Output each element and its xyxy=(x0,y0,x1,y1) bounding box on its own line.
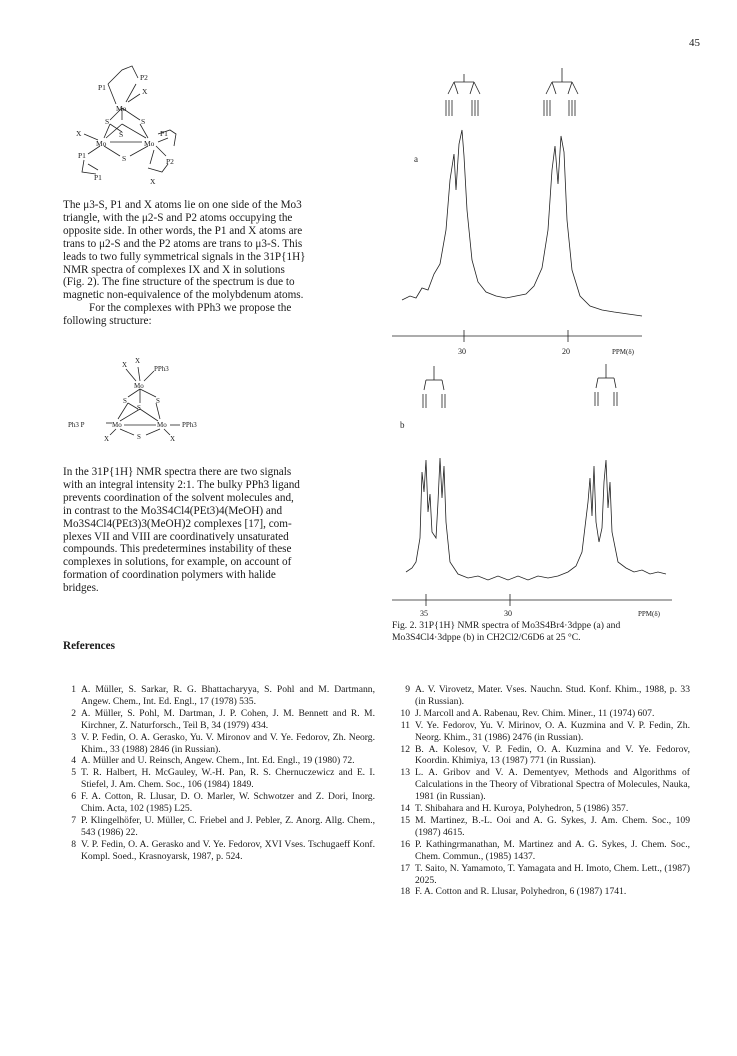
reference-number: 18 xyxy=(400,886,410,898)
struct1-x-bottom: X xyxy=(150,177,156,186)
reference-text: P. Kathingrmanathan, M. Martinez and A. G. Sykes, J. Chem. Soc., Chem. Commun., (1985) 1437. xyxy=(415,838,690,862)
para1-line: For the complexes with PPh3 we propose the xyxy=(89,302,292,315)
reference-text: P. Klingelhöfer, U. Müller, C. Friebel and J. Pebler, Z. Anorg. Allg. Chem., 543 (1986) 22. xyxy=(81,814,375,838)
para1-line: leads to two fully symmetrical signals in the 31P{1H} xyxy=(63,250,306,263)
reference-text: V. P. Fedin, O. A. Gerasko, Yu. V. Mironov and V. Ye. Fedorov, Zh. Neorg. Khim., 33 (1988) 2846 (in Russian). xyxy=(81,731,375,755)
struct1-p1: P1 xyxy=(98,83,106,92)
spectrum-b-tick-35: 35 xyxy=(420,609,428,618)
spectrum-b-tick-30: 30 xyxy=(504,609,512,618)
para1-line: following structure: xyxy=(63,315,152,328)
reference-number: 5 xyxy=(71,767,76,779)
caption-line-1: Fig. 2. 31P{1H} NMR spectra of Mo3S4Br4·3dppe (a) and xyxy=(392,620,621,631)
struct1-p2: P2 xyxy=(140,73,148,82)
nmr-spectrum-b xyxy=(392,362,682,620)
figure-caption xyxy=(392,620,688,644)
reference-text: V. P. Fedin, O. A. Gerasko and V. Ye. Fedorov, XVI Vses. Tschugaeff Konf. Kompl. Soed., Krasnoyarsk, 1987, p. 524. xyxy=(81,838,375,862)
para1-line: magnetic non-equivalence of the molybdenum atoms. xyxy=(63,289,304,302)
reference-number: 16 xyxy=(400,838,410,850)
reference-text: T. R. Halbert, H. McGauley, W.-H. Pan, R. S. Chernuczewicz and E. I. Stiefel, J. Am. Chem. Soc., 106 (1984) 1849. xyxy=(81,767,375,791)
reference-text: F. A. Cotton, R. Llusar, D. O. Marler, W. Schwotzer and Z. Dori, Inorg. Chim. Acta, 102 (1985) L25. xyxy=(81,791,375,815)
struct2-mo-left: Mo xyxy=(112,421,122,429)
reference-number: 4 xyxy=(71,755,76,767)
spectrum-b-unit: PPM(δ) xyxy=(638,610,660,618)
para2-line: bridges. xyxy=(63,582,99,595)
reference-item xyxy=(392,803,690,815)
struct2-s-right: S xyxy=(156,397,160,405)
reference-item xyxy=(392,684,690,708)
reference-number: 7 xyxy=(71,814,76,826)
para1-line: opposite side. In other words, the P1 and X atoms are xyxy=(63,224,303,237)
struct1-p1-left: P1 xyxy=(78,151,86,160)
reference-text: A. Müller, S. Sarkar, R. G. Bhattacharyya, S. Pohl and M. Dartmann, Angew. Chem., Int. Ed. Engl., 17 (1978) 535. xyxy=(81,684,375,707)
para1-line: NMR spectra of complexes IX and X in solutions xyxy=(63,263,285,276)
nmr-spectrum-a xyxy=(392,60,682,360)
struct2-x-1: X xyxy=(122,361,128,369)
reference-text: F. A. Cotton and R. Llusar, Polyhedron, 6 (1987) 1741. xyxy=(415,886,627,898)
struct1-mo-top: Mo xyxy=(116,104,127,113)
reference-text: T. Saito, N. Yamamoto, T. Yamagata and H. Imoto, Chem. Lett., (1987) 2025. xyxy=(415,862,690,886)
reference-text: V. Ye. Fedorov, Yu. V. Mirinov, O. A. Kuzmina and V. P. Fedin, Zh. Neorg. Khim., 31 (1986) 2476 (in Russian). xyxy=(415,719,690,743)
reference-item xyxy=(58,732,375,756)
reference-item xyxy=(392,839,690,863)
reference-item xyxy=(58,708,375,732)
para2-line: in contrast to the Mo3S4Cl4(PEt3)4(MeOH) and xyxy=(63,504,283,517)
struct2-s-mid: S xyxy=(137,404,141,412)
caption-line-2: Mo3S4Cl4·3dppe (b) in CH2Cl2/C6D6 at 25 °C. xyxy=(392,632,581,643)
reference-text: A. V. Virovetz, Mater. Vses. Nauchn. Stud. Konf. Khim., 1988, p. 33 (in Russian). xyxy=(415,684,690,707)
reference-item xyxy=(392,815,690,839)
reference-number: 1 xyxy=(71,684,76,695)
reference-number: 17 xyxy=(400,862,410,874)
struct2-x-br: X xyxy=(170,435,176,443)
struct2-pph3-right: PPh3 xyxy=(182,421,197,429)
reference-item xyxy=(392,863,690,887)
paragraph-1 xyxy=(63,199,375,328)
reference-number: 8 xyxy=(71,838,76,850)
struct1-p2-right: P2 xyxy=(166,157,174,166)
reference-number: 11 xyxy=(400,719,410,731)
reference-item xyxy=(392,720,690,744)
struct1-s-right: S xyxy=(141,117,146,126)
reference-text: B. A. Kolesov, V. P. Fedin, O. A. Kuzmina and V. Ye. Fedorov, Koordin. Khimiya, 13 (1987) 771 (in Russian). xyxy=(415,743,690,767)
spectrum-a-tick-30: 30 xyxy=(458,347,466,356)
reference-number: 14 xyxy=(400,803,410,815)
reference-text: J. Marcoll and A. Rabenau, Rev. Chim. Miner., 11 (1974) 607. xyxy=(415,707,655,719)
para2-line: compounds. This predetermines instability of these xyxy=(63,543,292,556)
struct2-s-bottom: S xyxy=(137,433,141,441)
reference-number: 6 xyxy=(71,791,76,803)
para2-line: In the 31P{1H} NMR spectra there are two signals xyxy=(63,466,292,478)
reference-item xyxy=(58,755,375,767)
reference-text: A. Müller, S. Pohl, M. Dartman, J. P. Cohen, J. M. Bennett and R. M. Kirchner, Z. Naturforsch., Teil B, 34 (1979) 434. xyxy=(81,707,375,731)
reference-number: 3 xyxy=(71,731,76,743)
struct2-mo-top: Mo xyxy=(134,382,144,390)
page-number: 45 xyxy=(689,37,700,49)
para1-line: The μ3-S, P1 and X atoms lie on one side of the Mo3 xyxy=(63,199,302,211)
spectrum-a-unit: PPM(δ) xyxy=(612,348,634,356)
spectrum-b-label: b xyxy=(400,420,405,430)
struct2-mo-right: Mo xyxy=(157,421,167,429)
para1-line: (Fig. 2). The fine structure of the spectrum is due to xyxy=(63,276,295,289)
structure-diagram-1 xyxy=(70,60,240,192)
reference-text: M. Martinez, B.-L. Ooi and A. G. Sykes, J. Am. Chem. Soc., 109 (1987) 4615. xyxy=(415,814,690,838)
reference-number: 9 xyxy=(405,684,410,695)
reference-text: L. A. Gribov and V. A. Dementyev, Methods and Algorithms of Calculations in the Theory of Vibrational Spectra of Molecules, Nauka, 1981 (in Russian). xyxy=(415,767,690,803)
spectrum-a-tick-20: 20 xyxy=(562,347,570,356)
structure-diagram-2 xyxy=(62,355,242,447)
para1-line: triangle, with the μ2-S and P2 atoms occupying the xyxy=(63,211,293,224)
reference-number: 2 xyxy=(71,707,76,719)
reference-number: 10 xyxy=(400,707,410,719)
references-left-column xyxy=(58,684,375,863)
reference-item xyxy=(392,744,690,768)
para2-line: prevents coordination of the solvent molecules and, xyxy=(63,491,294,504)
reference-item xyxy=(58,815,375,839)
reference-item xyxy=(392,708,690,720)
struct1-s-left: S xyxy=(105,117,110,126)
references-right-column xyxy=(392,684,690,898)
references-heading: References xyxy=(63,640,115,652)
reference-text: A. Müller and U. Reinsch, Angew. Chem., Int. Ed. Engl., 19 (1980) 72. xyxy=(81,755,355,767)
struct2-x-2: X xyxy=(135,357,141,365)
struct1-mo-right: Mo xyxy=(144,139,155,148)
struct2-x-bl: X xyxy=(104,435,110,443)
struct1-s-mid: S xyxy=(119,130,124,139)
struct2-pph3-left: Ph3 P xyxy=(68,421,85,429)
struct2-s-left: S xyxy=(123,397,127,405)
reference-item xyxy=(392,886,690,898)
para2-line: Mo3S4Cl4(PEt3)3(MeOH)2 complexes [17], com- xyxy=(63,517,292,530)
reference-number: 15 xyxy=(400,814,410,826)
struct1-x-left: X xyxy=(76,129,82,138)
struct1-p1-right: P1 xyxy=(160,129,168,138)
reference-item xyxy=(58,791,375,815)
reference-number: 12 xyxy=(400,743,410,755)
struct1-s-bottom: S xyxy=(122,154,127,163)
struct2-pph3-top: PPh3 xyxy=(154,365,169,373)
para1-line: trans to μ2-S and the P2 atoms are trans to μ3-S. This xyxy=(63,237,303,250)
reference-item xyxy=(392,767,690,803)
struct1-p1-bottom: P1 xyxy=(94,173,102,182)
para2-line: complexes in solutions, for example, on account of xyxy=(63,556,292,569)
reference-item xyxy=(58,767,375,791)
paragraph-2 xyxy=(63,466,375,595)
reference-item xyxy=(58,684,375,708)
reference-text: T. Shibahara and H. Kuroya, Polyhedron, 5 (1986) 357. xyxy=(415,803,629,815)
para2-line: with an integral intensity 2:1. The bulky PPh3 ligand xyxy=(63,478,300,491)
para2-line: plexes VII and VIII are coordinatively unsaturated xyxy=(63,530,289,543)
reference-number: 13 xyxy=(400,767,410,779)
struct1-mo-left: Mo xyxy=(96,139,107,148)
spectrum-a-label: a xyxy=(414,154,418,164)
reference-item xyxy=(58,839,375,863)
struct1-x-top: X xyxy=(142,87,148,96)
para2-line: formation of coordination polymers with halide xyxy=(63,569,276,582)
